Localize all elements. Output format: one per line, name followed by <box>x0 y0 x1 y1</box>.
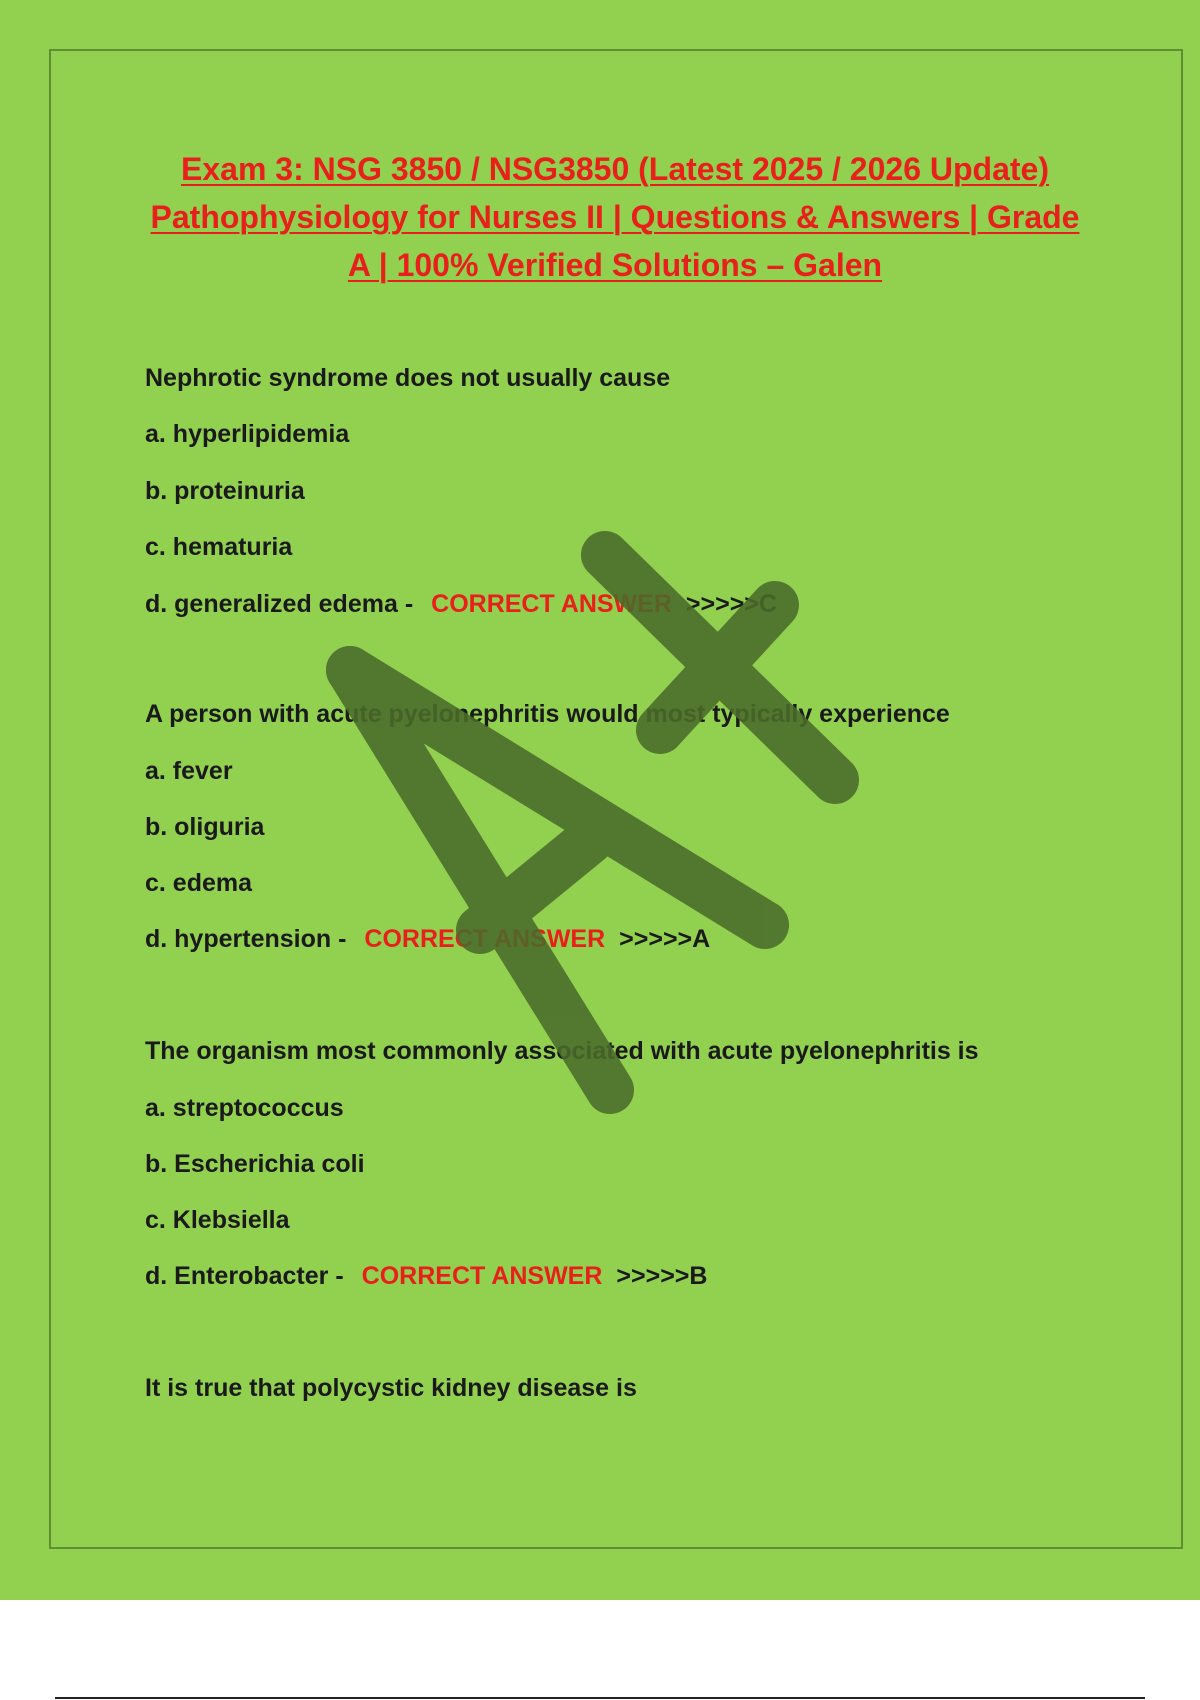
option-d-row <box>145 925 710 954</box>
answer-key: >>>>>C <box>685 590 777 618</box>
title-line-1: Exam 3: NSG 3850 / NSG3850 (Latest 2025 / 2026 Update) <box>181 151 1049 187</box>
option-d: d. Enterobacter - <box>145 1262 344 1290</box>
answer-key: >>>>>A <box>619 925 711 953</box>
option-c: c. edema <box>145 869 253 897</box>
option-d-row <box>145 590 777 619</box>
title-line-2: Pathophysiology for Nurses II | Questions & Answers | Grade <box>150 199 1080 235</box>
option-a: a. hyperlipidemia <box>145 420 350 448</box>
question-stem: It is true that polycystic kidney disease is <box>145 1374 637 1402</box>
answer-key: >>>>>B <box>616 1262 708 1290</box>
question-stem: The organism most commonly associated with acute pyelonephritis is <box>145 1037 979 1065</box>
title-line-3: A | 100% Verified Solutions – Galen <box>347 247 883 283</box>
option-b: b. oliguria <box>145 813 265 841</box>
document-title <box>140 145 1090 289</box>
correct-answer-label: CORRECT ANSWER <box>431 590 672 618</box>
option-d: d. generalized edema - <box>145 590 414 618</box>
option-c: c. hematuria <box>145 533 293 561</box>
option-c: c. Klebsiella <box>145 1206 290 1234</box>
question-stem: Nephrotic syndrome does not usually cause <box>145 364 671 392</box>
footer-rule <box>55 1697 1145 1699</box>
option-b: b. Escherichia coli <box>145 1150 365 1178</box>
option-a: a. fever <box>145 757 233 785</box>
option-d-row <box>145 1262 707 1291</box>
correct-answer-label: CORRECT ANSWER <box>364 925 606 953</box>
question-stem: A person with acute pyelonephritis would most typically experience <box>145 700 950 728</box>
correct-answer-label: CORRECT ANSWER <box>361 1262 603 1290</box>
option-b: b. proteinuria <box>145 477 305 505</box>
option-d: d. hypertension - <box>145 925 347 953</box>
option-a: a. streptococcus <box>145 1094 344 1122</box>
